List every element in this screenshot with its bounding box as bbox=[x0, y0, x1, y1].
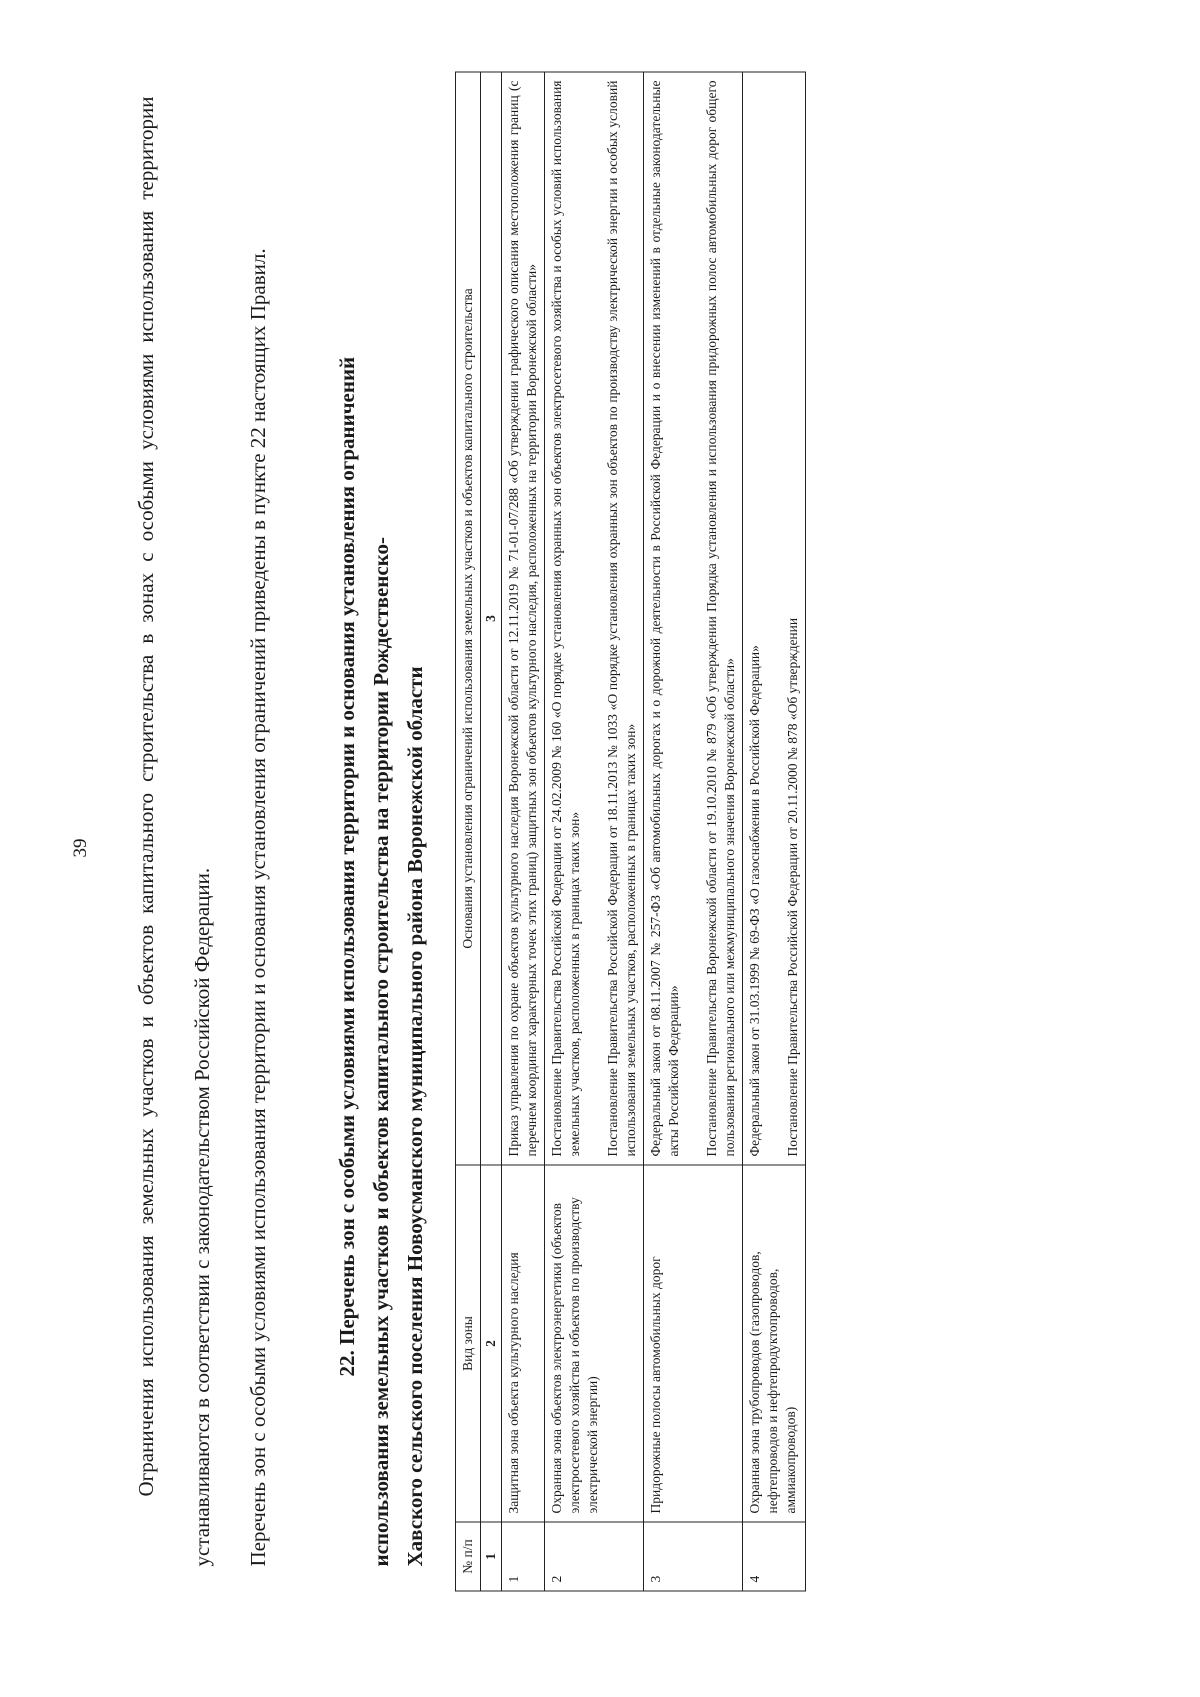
legal-basis bbox=[545, 72, 644, 1165]
row-number: 4 bbox=[743, 1522, 806, 1591]
legal-basis bbox=[743, 72, 806, 1165]
row-number: 1 bbox=[502, 1522, 545, 1591]
zone-type: Охранная зона трубопроводов (газопроводов, нефтепроводов и нефтепродуктопроводов, аммиакопроводов) bbox=[743, 1165, 806, 1522]
basis-document: Федеральный закон от 31.03.1999 № 69-ФЗ «О газоснабжении в Российской Федерации» bbox=[747, 645, 762, 1157]
zone-type: Охранная зона объектов электроэнергетики (объектов электросетевого хозяйства и объектов по производству электрической энергии) bbox=[545, 1165, 644, 1522]
intro-paragraph-1: Ограничения использования земельных участков и объектов капитального строительства в зонах с особыми условиями использования территории устанавливаются в соответствии с законодательством Российской Федерации. bbox=[134, 96, 214, 1567]
basis-document: Постановление Правительства Воронежской области от 19.10.2010 № 879 «Об утверждении Порядка установления и использования придорожных полос автомобильных дорог общего пользования регионального или межмуниципального значения Воронежской области» bbox=[704, 80, 737, 1157]
column-index-row bbox=[481, 72, 502, 1591]
table-header-row bbox=[456, 72, 481, 1591]
table-row bbox=[502, 72, 545, 1591]
zone-type: Придорожные полосы автомобильных дорог bbox=[644, 1165, 743, 1522]
table-row bbox=[644, 72, 743, 1591]
column-index-3: 3 bbox=[481, 72, 502, 1165]
zones-table bbox=[455, 72, 806, 1592]
section-heading bbox=[330, 97, 432, 1567]
header-num: № п/п bbox=[456, 1522, 481, 1591]
heading-line-3: Хавского сельского поселения Новоусманского муниципального района Воронежской области bbox=[403, 666, 427, 1567]
intro-text bbox=[118, 97, 286, 1567]
table-row bbox=[743, 72, 806, 1591]
page-number: 39 bbox=[70, 838, 91, 858]
basis-document: Постановление Правительства Российской Федерации от 18.11.2013 № 1033 «О порядке установления охранных зон объектов по производству электрической энергии и особых условий использования земельных участков, расположенных в границах таких зон» bbox=[605, 80, 638, 1157]
zone-type: Защитная зона объекта культурного наследия bbox=[502, 1165, 545, 1522]
legal-basis bbox=[644, 72, 743, 1165]
row-number: 3 bbox=[644, 1522, 743, 1591]
column-index-2: 2 bbox=[481, 1165, 502, 1522]
table-row bbox=[545, 72, 644, 1591]
heading-line-2: использования земельных участков и объектов капитального строительства на территории Рождественско- bbox=[369, 536, 393, 1567]
header-basis: Основания установления ограничений использования земельных участков и объектов капитального строительства bbox=[456, 72, 481, 1165]
heading-line-1: 22. Перечень зон с особыми условиями использования территории и основания установления ограничений bbox=[335, 356, 359, 1377]
basis-document: Федеральный закон от 08.11.2007 № 257-ФЗ «Об автомобильных дорогах и о дорожной деятельности в Российской Федерации и о внесении изменений в отдельные законодательные акты Российской Федерации» bbox=[648, 80, 681, 1157]
basis-document: Постановление Правительства Российской Федерации от 20.11.2000 № 878 «Об утверждении bbox=[785, 617, 800, 1157]
header-zone: Вид зоны bbox=[456, 1165, 481, 1522]
basis-document: Приказ управления по охране объектов культурного наследия Воронежской области от 12.11.2019 № 71-01-07/288 «Об утверждении графического описания местоположения границ (с перечнем координат характерных точек этих границ) защитных зон объектов культурного наследия, расположенных на территории Воронежской области» bbox=[506, 80, 539, 1157]
column-index-1: 1 bbox=[481, 1522, 502, 1591]
row-number: 2 bbox=[545, 1522, 644, 1591]
basis-document: Постановление Правительства Российской Федерации от 24.02.2009 № 160 «О порядке установления охранных зон объектов электросетевого хозяйства и особых условий использования земельных участков, расположенных в границах таких зон» bbox=[549, 80, 582, 1157]
legal-basis bbox=[502, 72, 545, 1165]
intro-paragraph-2: Перечень зон с особыми условиями использования территории и основания установления ограничений приведены в пункте 22 настоящих Правил. bbox=[246, 248, 270, 1567]
